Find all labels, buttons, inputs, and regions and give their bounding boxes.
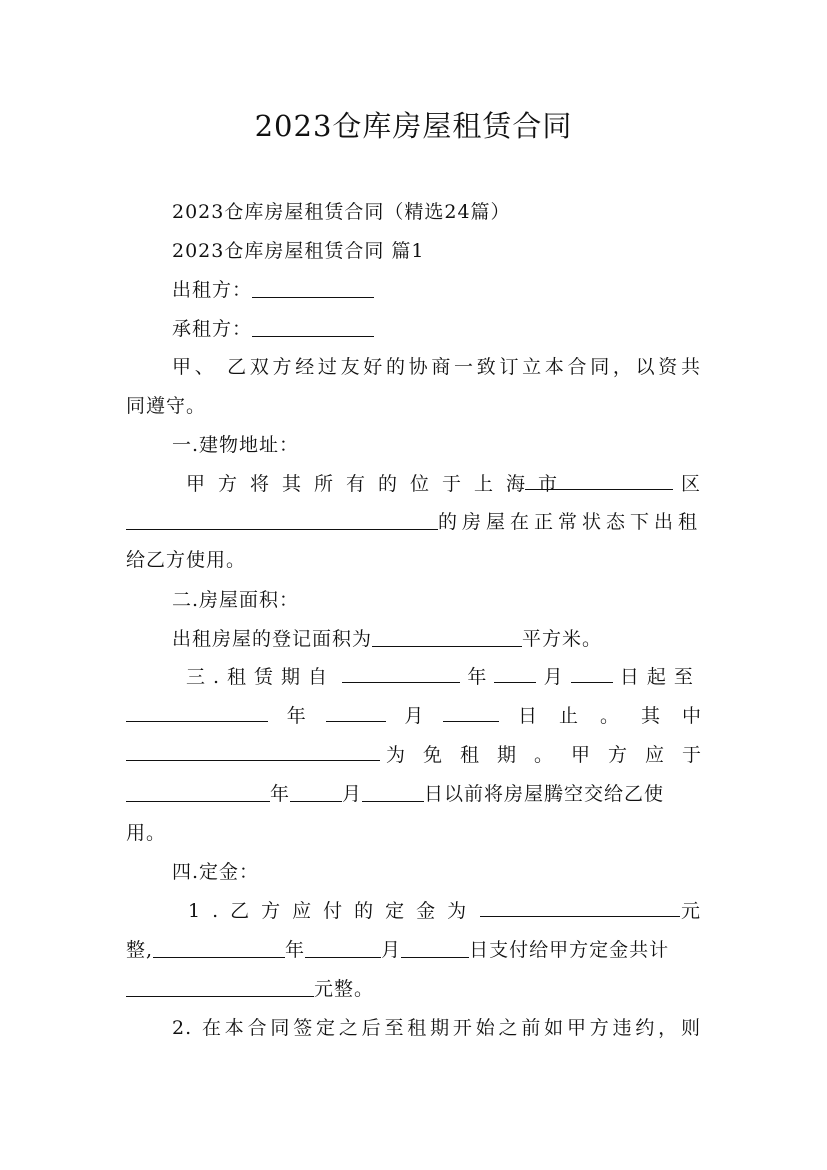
doc-text: 月 <box>404 705 425 727</box>
doc-text: 年 <box>285 939 306 961</box>
deposit-amount-blank <box>480 897 680 917</box>
section-heading: 四.定金： <box>172 861 260 883</box>
doc-text: 区 <box>680 473 701 495</box>
doc-text: 日起至 <box>619 666 701 688</box>
doc-text: 月 <box>543 666 564 688</box>
doc-text: 的房屋在正常状态下出租 <box>438 511 703 533</box>
term-end-month-blank <box>326 702 386 722</box>
doc-text: 整, <box>126 939 154 961</box>
doc-text: 元 <box>680 900 701 922</box>
doc-line-handover-cont <box>126 819 701 847</box>
doc-line-section-2 <box>172 586 701 614</box>
document-title: 2023仓库房屋租赁合同 <box>254 109 573 143</box>
doc-text: 月 <box>342 783 363 805</box>
doc-text: 元整。 <box>314 978 375 1000</box>
address-blank <box>126 510 438 530</box>
doc-text: 出租房屋的登记面积为 <box>172 628 373 650</box>
doc-text: 2. 在本合同签定之后至租期开始之前如甲方违约，则 <box>172 1017 701 1039</box>
handover-day-blank <box>362 782 424 802</box>
doc-line-section-4 <box>172 858 701 886</box>
address-text <box>186 470 571 498</box>
doc-text: 给乙方使用。 <box>126 549 247 571</box>
section-heading: 二.房屋面积： <box>172 589 300 611</box>
deposit-total-blank <box>126 977 314 997</box>
deposit-month-blank <box>305 938 381 958</box>
handover-year-blank <box>126 782 270 802</box>
doc-text: 日支付给甲方定金共计 <box>469 939 670 961</box>
doc-line-area <box>172 625 701 653</box>
doc-line-term-end <box>126 702 723 730</box>
doc-text: 甲方将其所有的位于上海市 <box>186 473 571 495</box>
doc-line-deposit-total <box>126 975 701 1003</box>
doc-text: 1.乙方应付的定金为 <box>188 900 479 922</box>
section-heading: 一.建物地址： <box>172 434 300 456</box>
doc-text: 三.租赁期自 <box>186 666 336 688</box>
doc-line-deposit <box>188 897 701 925</box>
doc-text: 2023仓库房屋租赁合同 篇1 <box>172 240 425 262</box>
doc-line-lessor <box>172 276 701 304</box>
term-day-blank <box>571 663 613 683</box>
doc-line-heading <box>172 237 701 265</box>
doc-line-handover <box>126 780 701 808</box>
doc-text: 甲、 乙双方经过友好的协商一致订立本合同，以资共 <box>172 356 701 378</box>
lessor-blank <box>252 278 374 298</box>
doc-text: 年 <box>467 666 488 688</box>
free-period-blank <box>126 741 380 761</box>
doc-text: 日止。其中 <box>517 705 723 727</box>
doc-line-intro <box>172 353 701 381</box>
term-end-day-blank <box>443 702 499 722</box>
deposit-year-blank <box>153 938 285 958</box>
doc-line-deposit-date <box>126 936 701 964</box>
doc-text: 同遵守。 <box>126 395 207 417</box>
doc-line-term <box>186 663 701 691</box>
doc-text: 日以前将房屋腾空交给乙使 <box>424 783 665 805</box>
deposit-day-blank <box>401 938 469 958</box>
doc-line-clause-2 <box>172 1014 701 1042</box>
lessee-label: 承租方： <box>172 318 253 340</box>
lessee-blank <box>252 317 374 337</box>
doc-line-subtitle <box>172 198 701 226</box>
term-month-blank <box>494 663 536 683</box>
doc-line-address-cont <box>126 508 701 536</box>
doc-line-intro-cont <box>126 392 701 420</box>
doc-text: 用。 <box>126 822 167 844</box>
area-blank <box>372 627 522 647</box>
doc-line-use <box>126 546 701 574</box>
doc-text: 2023仓库房屋租赁合同（精选24篇） <box>172 201 511 223</box>
term-end-year-blank <box>126 702 268 722</box>
lessor-label: 出租方： <box>172 279 253 301</box>
doc-text: 年 <box>270 783 291 805</box>
doc-line-free-period <box>126 741 719 769</box>
doc-text: 年 <box>286 705 307 727</box>
term-year-blank <box>342 663 460 683</box>
district-blank <box>525 470 673 490</box>
doc-line-section-1 <box>172 431 701 459</box>
doc-text: 平方米。 <box>522 628 603 650</box>
doc-text: 为免租期。甲方应于 <box>385 744 719 766</box>
handover-month-blank <box>290 782 342 802</box>
doc-text: 月 <box>381 939 402 961</box>
doc-line-lessee <box>172 315 701 343</box>
doc-line-address <box>186 470 701 498</box>
